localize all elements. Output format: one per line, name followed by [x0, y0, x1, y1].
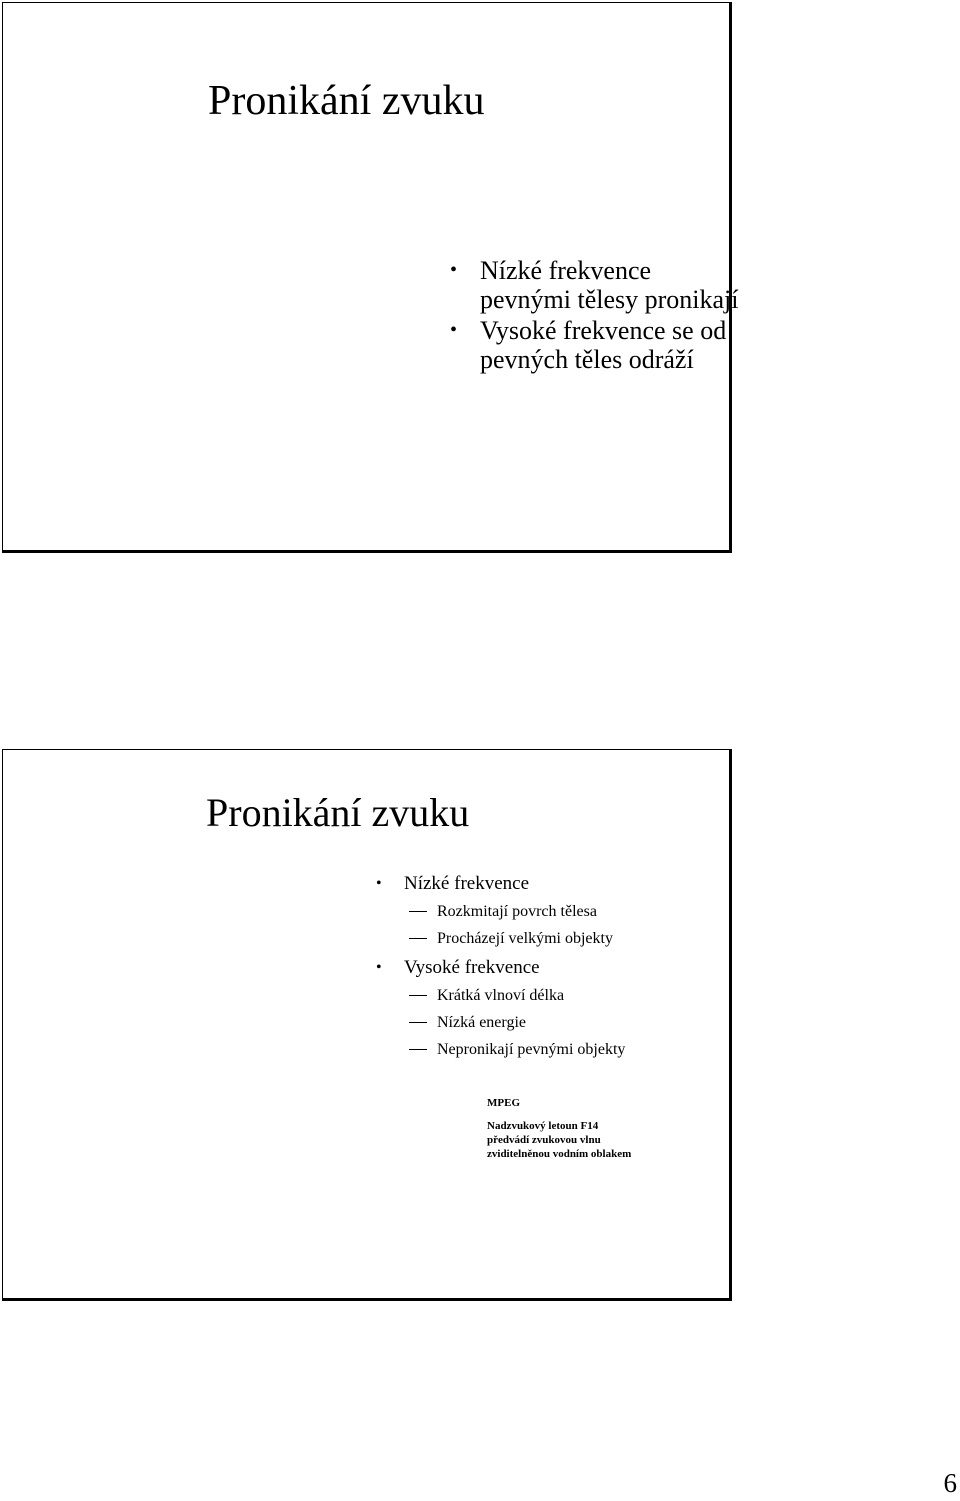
list-item [375, 925, 625, 952]
caption-line: předvádí zvukovou vlnu [487, 1134, 601, 1146]
sub-item-text: Rozkmitají povrch tělesa [437, 903, 597, 920]
bullet-text: Vysoké frekvence se od pevných těles odráží [480, 316, 727, 374]
list-item [375, 982, 625, 1009]
dash-icon [409, 911, 427, 912]
page-number: 6 [943, 1468, 957, 1498]
list-item [375, 1036, 625, 1063]
slide-1-title: Pronikání zvuku [208, 78, 485, 124]
bullet-icon: • [376, 959, 382, 976]
list-item [375, 956, 625, 1063]
bullet-icon: • [376, 875, 382, 892]
caption-line: zviditelněnou vodním oblakem [487, 1148, 632, 1160]
slide-1 [2, 2, 739, 553]
dash-icon [409, 938, 427, 939]
dash-icon [409, 995, 427, 996]
sub-list [404, 982, 625, 1063]
bullet-icon: • [450, 259, 458, 281]
sub-list [404, 898, 625, 952]
sub-item-text: Procházejí velkými objekty [437, 930, 613, 947]
slide-1-bullet-list [450, 256, 740, 376]
dash-icon [409, 1022, 427, 1023]
list-item [375, 872, 625, 952]
list-item [450, 256, 740, 314]
sub-item-text: Nízká energie [437, 1014, 526, 1031]
bullet-text: Vysoké frekvence [404, 957, 540, 978]
bullet-icon: • [450, 319, 458, 341]
sub-item-text: Krátká vlnoví délka [437, 987, 565, 1004]
caption-head: MPEG [487, 1097, 520, 1109]
bullet-text: Nízké frekvence pevnými tělesy pronikají [480, 256, 739, 314]
list-item [375, 1009, 625, 1036]
slide-2-bullet-list [375, 872, 625, 1067]
dash-icon [409, 1049, 427, 1050]
slide-2 [2, 749, 732, 1301]
slide-2-title: Pronikání zvuku [206, 790, 470, 835]
list-item [375, 898, 625, 925]
video-caption [487, 1096, 631, 1161]
list-item [450, 316, 740, 374]
bullet-text: Nízké frekvence [404, 873, 530, 894]
sub-item-text: Nepronikají pevnými objekty [437, 1041, 626, 1058]
caption-line: Nadzvukový letoun F14 [487, 1120, 599, 1132]
